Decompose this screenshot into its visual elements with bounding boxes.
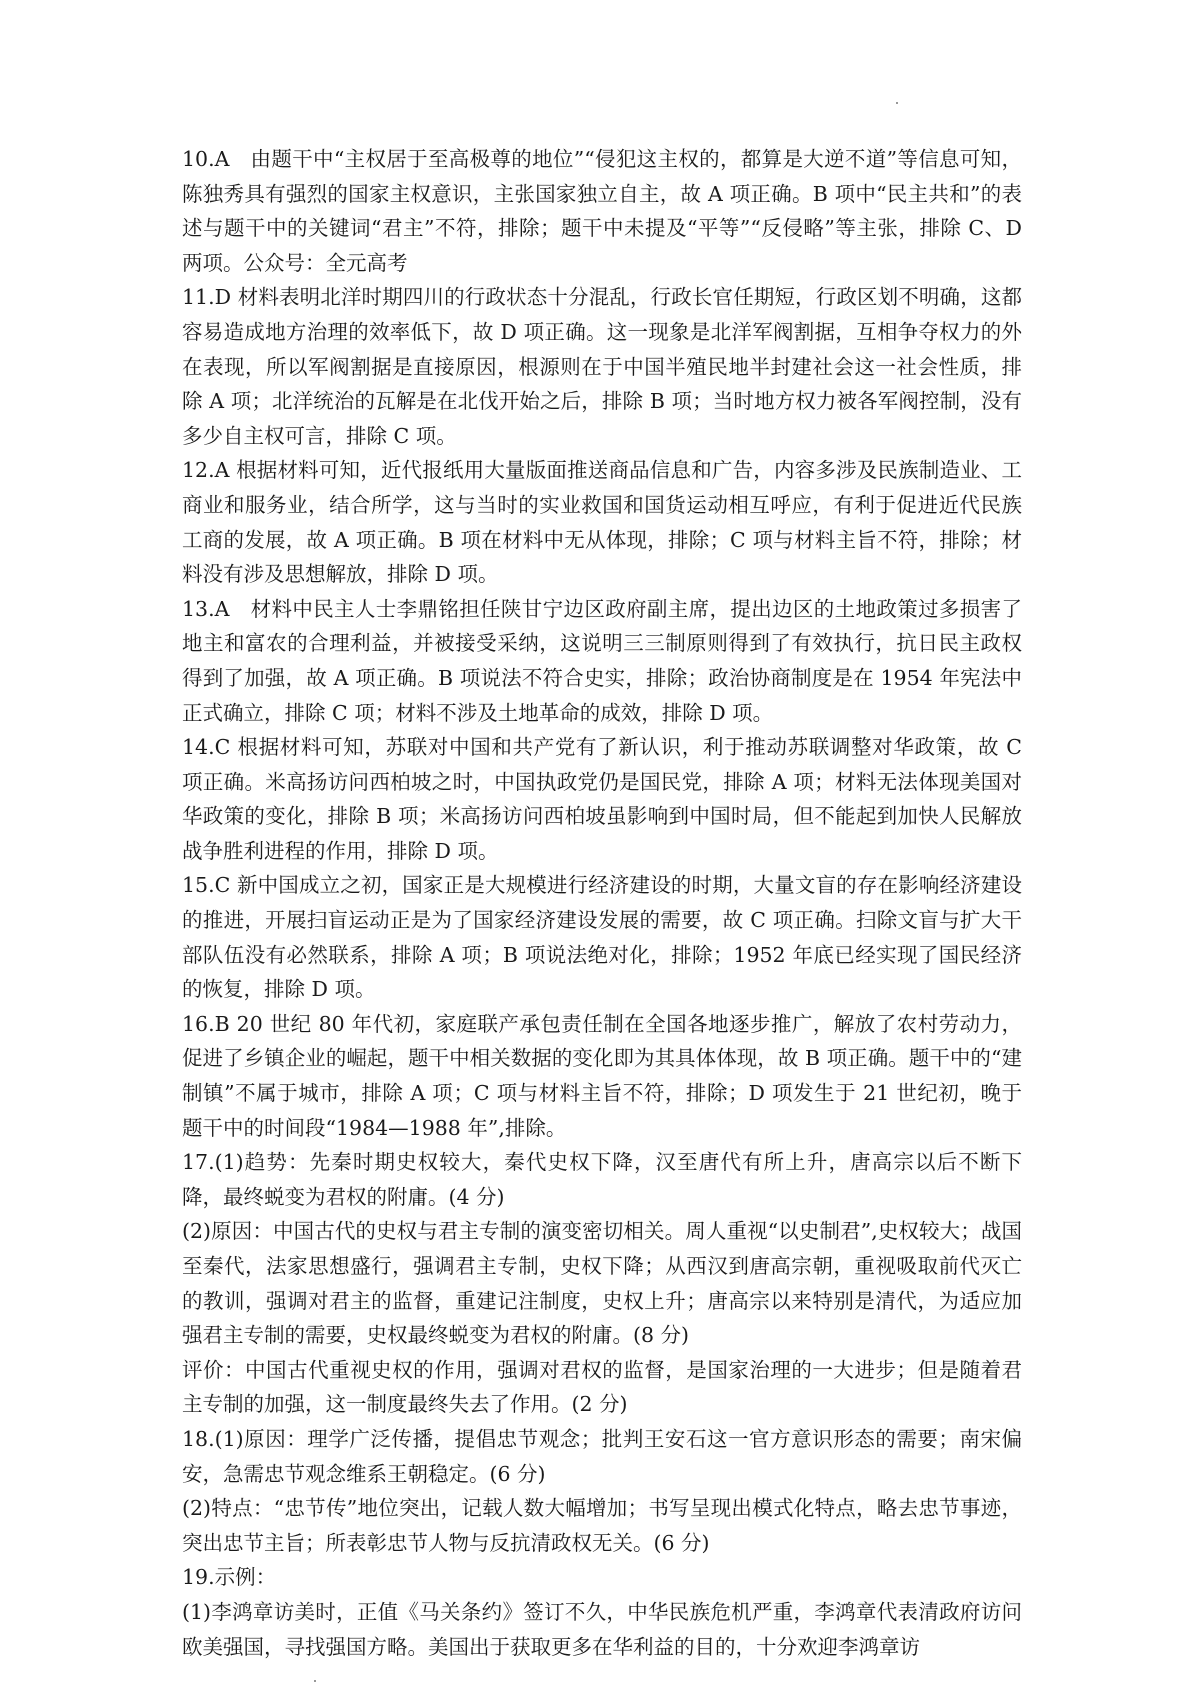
answer-10: 10.A 由题干中“主权居于至高极尊的地位”“侵犯这主权的，都算是大逆不道”等信息可知，陈独秀具有强烈的国家主权意识，主张国家独立自主，故 A 项正确。B 项中“民主共和”的表述与题干中的关键词“君主”不符，排除；题干中未提及“平等”“反侵略”等主张，排除 C、D 两项。公众号：全元高考 — [182, 147, 1022, 275]
answer-12: 12.A 根据材料可知，近代报纸用大量版面推送商品信息和广告，内容多涉及民族制造业、工商业和服务业，结合所学，这与当时的实业救国和国货运动相互呼应，有利于促进近代民族工商的发展，故 A 项正确。B 项在材料中无从体现，排除；C 项与材料主旨不符，排除；材料没有涉及思想解放，排除 D 项。 — [182, 458, 1022, 587]
answer-19-part-1: (1)李鸿章访美时，正值《马关条约》签订不久，中华民族危机严重，李鸿章代表清政府访问欧美强国，寻找强国方略。美国出于获取更多在华利益的目的，十分欢迎李鸿章访 — [182, 1599, 1022, 1659]
answer-14: 14.C 根据材料可知，苏联对中国和共产党有了新认识，利于推动苏联调整对华政策，故 C 项正确。米高扬访问西柏坡之时，中国执政党仍是国民党，排除 A 项；材料无法体现美国对华政策的变化，排除 B 项；米高扬访问西柏坡虽影响到中国时局，但不能起到加快人民解放战争胜利进程的作用，排除 D 项。 — [182, 735, 1022, 863]
answer-15: 15.C 新中国成立之初，国家正是大规模进行经济建设的时期，大量文盲的存在影响经济建设的推进，开展扫盲运动正是为了国家经济建设发展的需要，故 C 项正确。扫除文盲与扩大干部队伍没有必然联系，排除 A 项；B 项说法绝对化，排除；1952 年底已经实现了国民经济的恢复，排除 D 项。 — [182, 873, 1022, 1002]
answer-17-trend: 17.(1)趋势：先秦时期史权较大，秦代史权下降，汉至唐代有所上升，唐高宗以后不断下降，最终蜕变为君权的附庸。(4 分) — [182, 1150, 1022, 1209]
answer-17-reason: (2)原因：中国古代的史权与君主专制的演变密切相关。周人重视“以史制君”,史权较大；战国至秦代，法家思想盛行，强调君主专制，史权下降；从西汉到唐高宗朝，重视吸取前代灭亡的教训，强调对君主的监督，重建记注制度，史权上升；唐高宗以来特别是清代，为适应加强君主专制的需要，史权最终蜕变为君权的附庸。(8 分) — [182, 1219, 1022, 1348]
answer-18-features: (2)特点：“忠节传”地位突出，记载人数大幅增加；书写呈现出模式化特点，略去忠节事迹，突出忠节主旨；所表彰忠节人物与反抗清政权无关。(6 分) — [182, 1496, 1022, 1555]
answer-11: 11.D 材料表明北洋时期四川的行政状态十分混乱，行政长官任期短，行政区划不明确，这都容易造成地方治理的效率低下，故 D 项正确。这一现象是北洋军阀割据，互相争夺权力的外在表现，所以军阀割据是直接原因，根源则在于中国半殖民地半封建社会这一社会性质，排除 A 项；北洋统治的瓦解是在北伐开始之后，排除 B 项；当时地方权力被各军阀控制，没有多少自主权可言，排除 C 项。 — [182, 285, 1022, 448]
answer-18-reason: 18.(1)原因：理学广泛传播，提倡忠节观念；批判王安石这一官方意识形态的需要；南宋偏安，急需忠节观念维系王朝稳定。(6 分) — [182, 1426, 1022, 1486]
answer-17-evaluation: 评价：中国古代重视史权的作用，强调对君权的监督，是国家治理的一大进步；但是随着君主专制的加强，这一制度最终失去了作用。(2 分) — [182, 1357, 1022, 1417]
scan-speck — [896, 102, 898, 104]
scan-speck — [314, 1680, 316, 1682]
answer-13: 13.A 材料中民主人士李鼎铭担任陕甘宁边区政府副主席，提出边区的土地政策过多损害了地主和富农的合理利益，并被接受采纳，这说明三三制原则得到了有效执行，抗日民主政权得到了加强，故 A 项正确。B 项说法不符合史实，排除；政治协商制度是在 1954 年宪法中正式确立，排除 C 项；材料不涉及土地革命的成效，排除 D 项。 — [182, 596, 1022, 725]
answer-19-heading: 19.示例： — [182, 1565, 277, 1590]
answer-document — [182, 142, 1022, 1664]
answer-16: 16.B 20 世纪 80 年代初，家庭联产承包责任制在全国各地逐步推广，解放了农村劳动力，促进了乡镇企业的崛起，题干中相关数据的变化即为其具体体现，故 B 项正确。题干中的“建制镇”不属于城市，排除 A 项；C 项与材料主旨不符，排除；D 项发生于 21 世纪初，晚于题干中的时间段“1984—1988 年”,排除。 — [182, 1011, 1022, 1140]
